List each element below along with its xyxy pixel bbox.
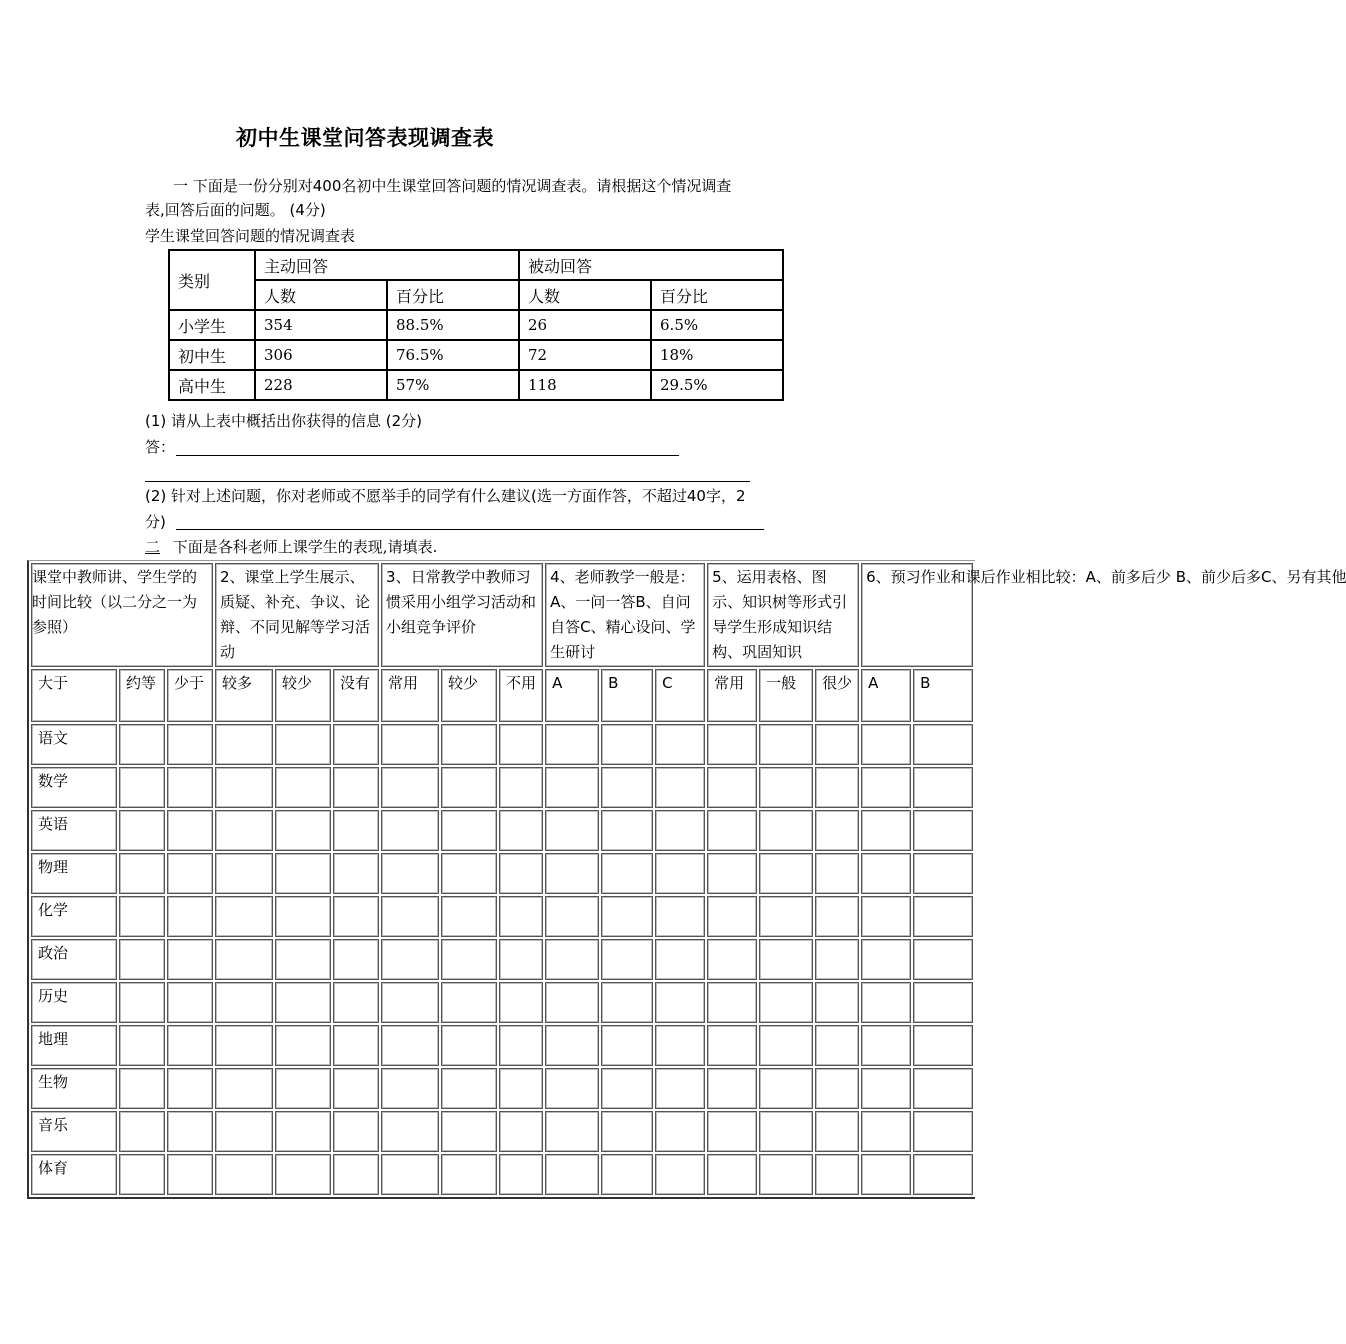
passive-count: 26 (519, 310, 651, 340)
active-percent-header: 百分比 (387, 280, 519, 310)
subject-label: 化学 (31, 896, 117, 937)
option-label: B (913, 669, 973, 722)
option-label: 常用 (381, 669, 439, 722)
subject-label: 语文 (31, 724, 117, 765)
active-count: 228 (255, 370, 387, 400)
passive-percent: 29.5% (651, 370, 783, 400)
option-label: 较少 (441, 669, 497, 722)
passive-percent-header: 百分比 (651, 280, 783, 310)
option-label: 大于 (31, 669, 117, 722)
active-percent: 57% (387, 370, 519, 400)
table-row (169, 370, 783, 400)
option-label: 没有 (333, 669, 379, 722)
section1-intro-line1: 一 下面是一份分别对400名初中生课堂回答问题的情况调查表。请根据这个情况调查 (173, 177, 732, 195)
header-time-ratio: 课堂中教师讲、学生学的时间比较（以二分之一为参照） (31, 563, 213, 667)
subject-row (31, 767, 973, 808)
row-label: 小学生 (169, 310, 255, 340)
answer-line-1[interactable] (176, 455, 679, 456)
question-2-line1: (2) 针对上述问题，你对老师或不愿举手的同学有什么建议(选一方面作答，不超过40字，2 (145, 487, 746, 505)
passive-count: 72 (519, 340, 651, 370)
subject-row (31, 724, 973, 765)
active-count: 354 (255, 310, 387, 340)
question-2-line2: 分) (145, 513, 166, 531)
subject-label: 音乐 (31, 1111, 117, 1152)
section2-intro: 下面是各科老师上课学生的表现,请填表. (172, 538, 438, 556)
category-header: 类别 (169, 250, 255, 310)
subject-label: 历史 (31, 982, 117, 1023)
answer-label: 答： (145, 438, 176, 456)
subject-row (31, 982, 973, 1023)
subject-label: 物理 (31, 853, 117, 894)
active-count: 306 (255, 340, 387, 370)
option-label: 很少 (815, 669, 859, 722)
option-label: 不用 (499, 669, 543, 722)
subject-row (31, 810, 973, 851)
subject-row (31, 896, 973, 937)
header-student-activities: 2、课堂上学生展示、质疑、补充、争议、论辩、不同见解等学习活动 (215, 563, 379, 667)
option-label: 常用 (707, 669, 757, 722)
option-label: 少于 (167, 669, 213, 722)
subject-row (31, 1154, 973, 1195)
passive-count-header: 人数 (519, 280, 651, 310)
active-percent: 88.5% (387, 310, 519, 340)
header-teaching-style: 4、老师教学一般是：A、一问一答B、自问自答C、精心设问、学生研讨 (545, 563, 705, 667)
passive-percent: 18% (651, 340, 783, 370)
subject-label: 英语 (31, 810, 117, 851)
header-group-learning: 3、日常教学中教师习惯采用小组学习活动和小组竞争评价 (381, 563, 543, 667)
option-label: B (601, 669, 653, 722)
active-percent: 76.5% (387, 340, 519, 370)
subject-label: 政治 (31, 939, 117, 980)
subject-label: 生物 (31, 1068, 117, 1109)
option-label: 约等 (119, 669, 165, 722)
option-label: C (655, 669, 705, 722)
survey-table (168, 249, 784, 401)
subject-label: 地理 (31, 1025, 117, 1066)
option-label: 一般 (759, 669, 813, 722)
table-caption: 学生课堂回答问题的情况调查表 (145, 227, 356, 245)
header-knowledge-structure: 5、运用表格、图示、知识树等形式引导学生形成知识结构、巩固知识 (707, 563, 859, 667)
passive-header: 被动回答 (519, 250, 783, 280)
subject-row (31, 1025, 973, 1066)
answer-line-3[interactable] (176, 529, 764, 530)
option-label: 较多 (215, 669, 273, 722)
table-row (169, 310, 783, 340)
active-header: 主动回答 (255, 250, 519, 280)
option-label: A (861, 669, 911, 722)
subject-row (31, 939, 973, 980)
subject-row (31, 1111, 973, 1152)
header-homework: 6、预习作业和课后作业相比较：A、前多后少 B、前少后多C、另有其他 (861, 563, 973, 667)
table-row (169, 340, 783, 370)
row-label: 初中生 (169, 340, 255, 370)
passive-percent: 6.5% (651, 310, 783, 340)
subject-label: 体育 (31, 1154, 117, 1195)
subject-row (31, 853, 973, 894)
section2-number: 二 (145, 538, 161, 556)
row-label: 高中生 (169, 370, 255, 400)
page-title: 初中生课堂问答表现调查表 (236, 125, 494, 150)
teacher-performance-table (27, 560, 1346, 1199)
subject-row (31, 1068, 973, 1109)
question-1: (1) 请从上表中概括出你获得的信息 (2分) (145, 412, 423, 430)
option-label: A (545, 669, 599, 722)
section1-intro-line2: 表,回答后面的问题。 (4分) (145, 201, 326, 219)
subject-label: 数学 (31, 767, 117, 808)
option-label: 较少 (275, 669, 331, 722)
active-count-header: 人数 (255, 280, 387, 310)
passive-count: 118 (519, 370, 651, 400)
answer-line-2[interactable] (145, 481, 750, 482)
